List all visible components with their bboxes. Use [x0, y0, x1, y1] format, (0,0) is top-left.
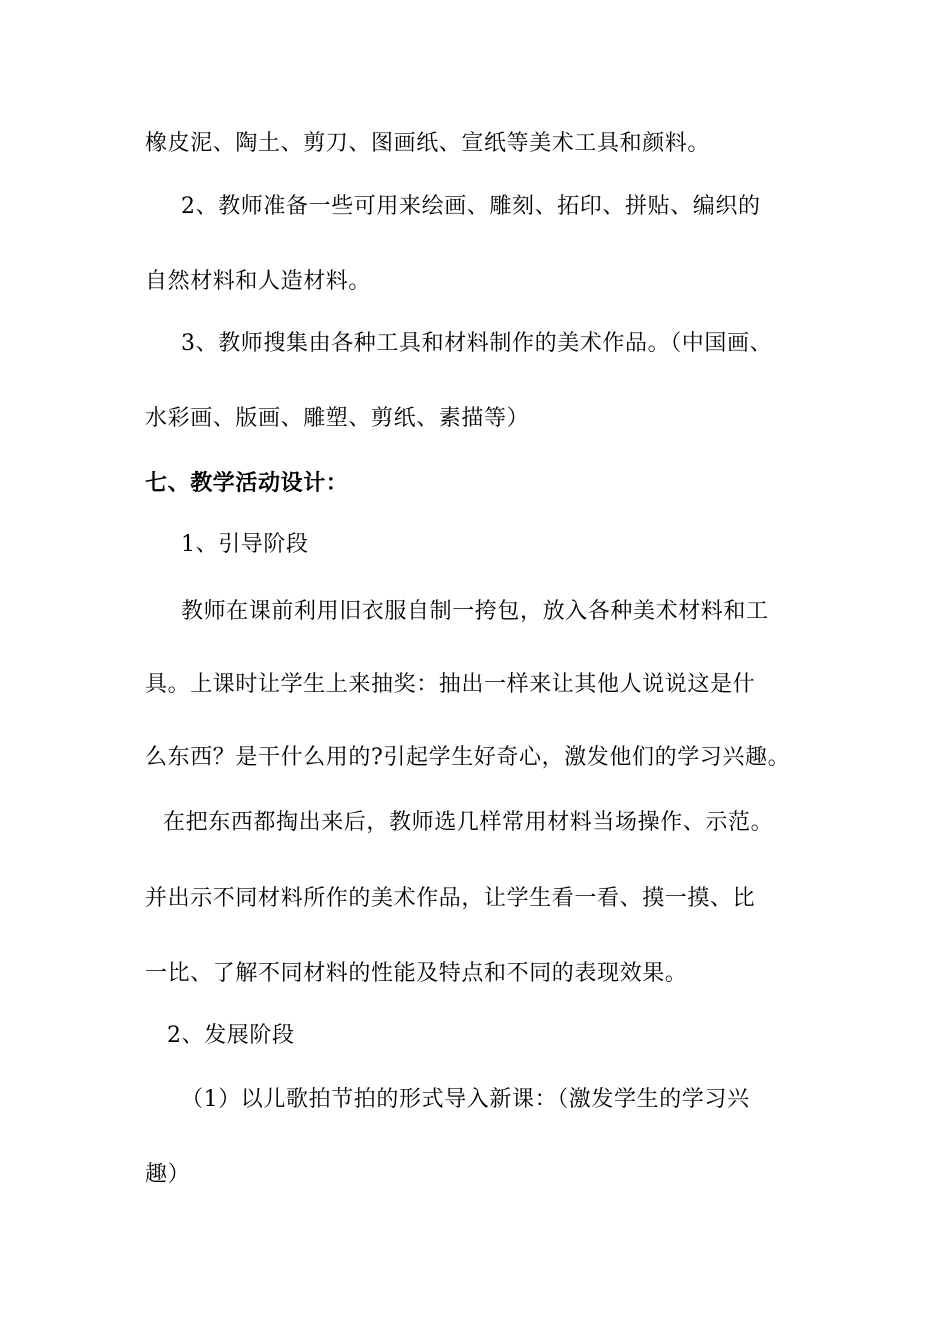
text-line-develop-1-cont: 趣）	[145, 1162, 191, 1187]
text-line-guide-6: 一比、了解不同材料的性能及特点和不同的表现效果。	[145, 961, 688, 986]
section-heading-activity-design: 七、教学活动设计：	[145, 470, 349, 496]
text-line-guide-2: 具。上课时让学生上来抽奖：抽出一样来让其他人说说这是什	[145, 672, 756, 697]
text-line-guide-4: 在把东西都掏出来后，教师选几样常用材料当场操作、示范。	[163, 810, 774, 835]
subheading-develop-stage: 2、发展阶段	[167, 1023, 295, 1048]
text-line-prep-3: 3、教师搜集由各种工具和材料制作的美术作品。（中国画、	[181, 331, 773, 356]
text-line-guide-1: 教师在课前利用旧衣服自制一挎包，放入各种美术材料和工	[181, 599, 769, 624]
text-line-materials-list: 橡皮泥、陶土、剪刀、图画纸、宣纸等美术工具和颜料。	[145, 131, 711, 156]
subheading-guide-stage: 1、引导阶段	[181, 532, 309, 557]
text-line-prep-2-cont: 自然材料和人造材料。	[145, 269, 372, 294]
text-line-guide-3: 么东西？是干什么用的?引起学生好奇心，激发他们的学习兴趣。	[145, 745, 791, 770]
text-line-prep-3-cont: 水彩画、版画、雕塑、剪纸、素描等）	[145, 406, 530, 431]
text-line-guide-5: 并出示不同材料所作的美术作品，让学生看一看、摸一摸、比	[145, 886, 756, 911]
text-line-prep-2: 2、教师准备一些可用来绘画、雕刻、拓印、拼贴、编织的	[181, 194, 761, 219]
text-line-develop-1: （1）以儿歌拍节拍的形式导入新课：（激发学生的学习兴	[181, 1087, 750, 1112]
